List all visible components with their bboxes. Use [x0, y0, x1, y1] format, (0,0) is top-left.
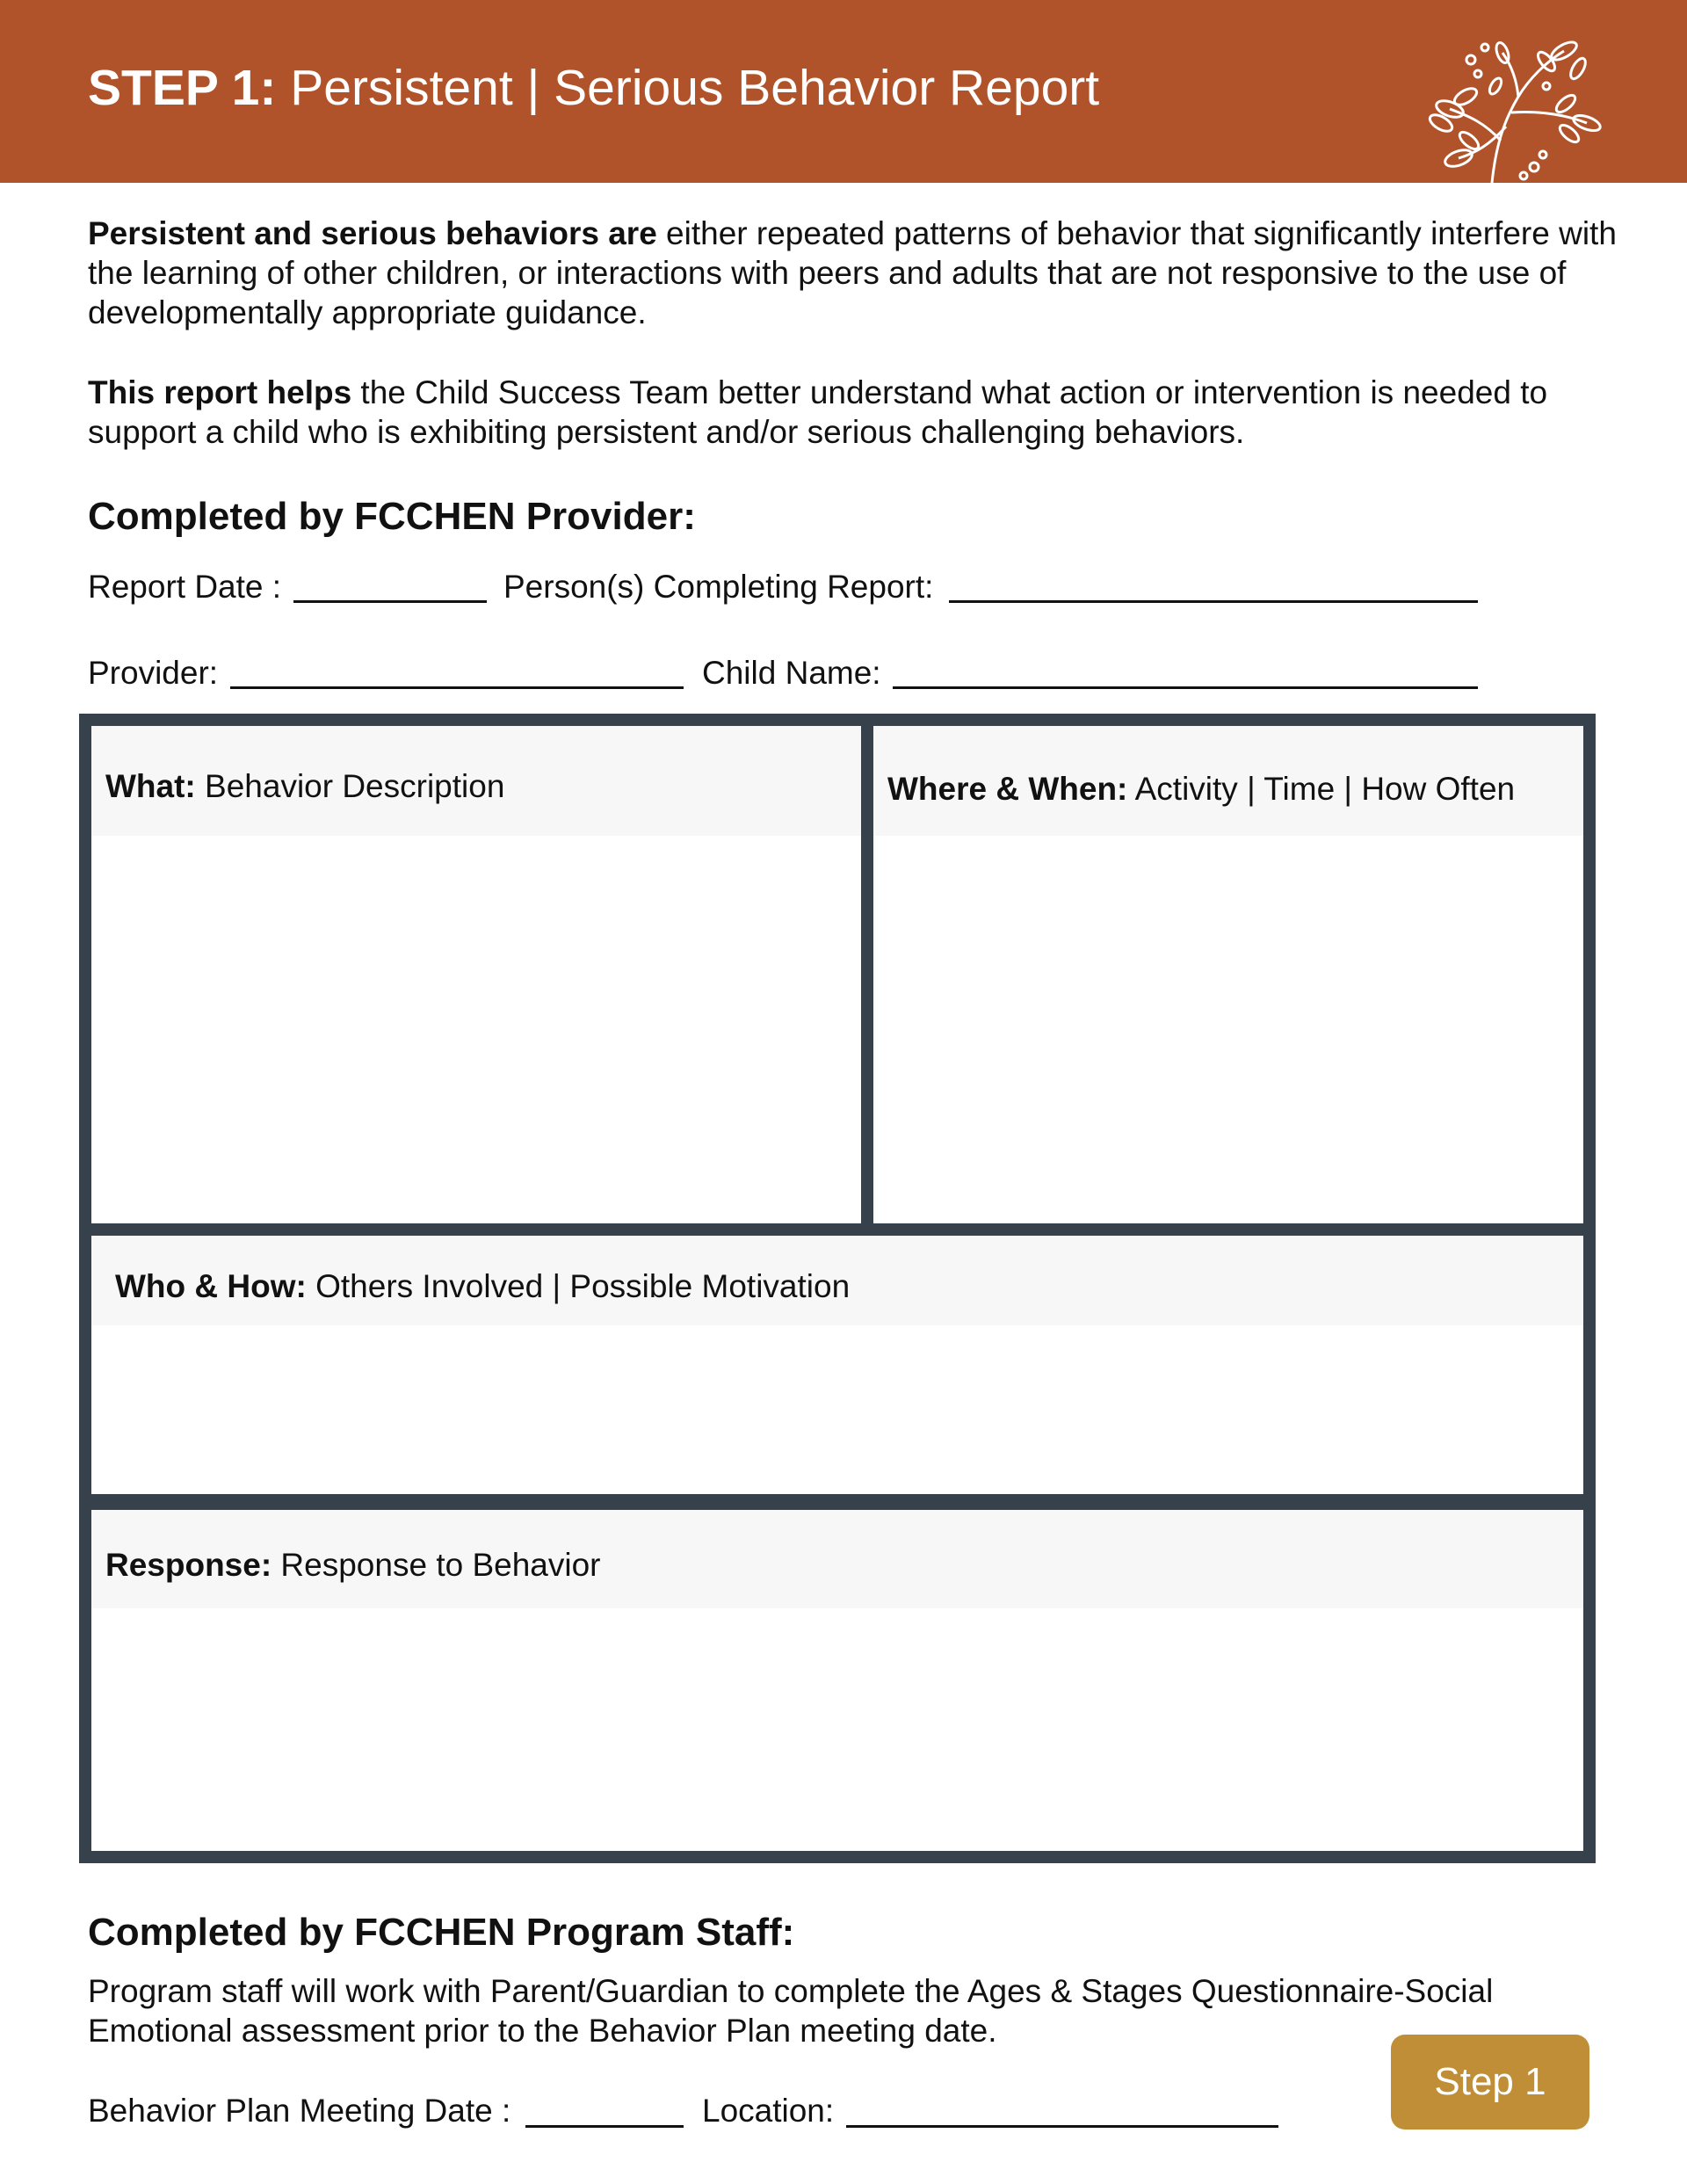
- intro-paragraph-definition: [88, 214, 1617, 332]
- intro-definition-text: either repeated patterns of behavior that significantly interfere with the learning of other children, or interactions with peers and adults that are not responsive to the use of developmentally appropriate guidance.: [88, 215, 1617, 330]
- report-date-field[interactable]: [293, 600, 487, 603]
- who-how-panel[interactable]: [91, 1236, 1583, 1494]
- who-how-panel-title: [115, 1270, 850, 1302]
- what-panel-title-bold: What:: [105, 768, 196, 804]
- child-name-label: Child Name:: [702, 655, 881, 691]
- floral-branch-icon: [1415, 35, 1608, 183]
- staff-section-heading: Completed by FCCHEN Program Staff:: [88, 1911, 795, 1954]
- where-when-panel-title: [887, 773, 1515, 805]
- intro-paragraph-purpose: [88, 373, 1617, 452]
- who-how-panel-title-text: Others Involved | Possible Motivation: [306, 1268, 851, 1304]
- staff-section-description: Program staff will work with Parent/Guardian to complete the Ages & Stages Questionnaire-Social Emotional assessment prior to the Behavior Plan meeting date.: [88, 1973, 1494, 2049]
- step-badge: Step 1: [1391, 2035, 1589, 2130]
- location-field[interactable]: [846, 2125, 1278, 2128]
- behavior-report-grid: [79, 714, 1596, 1863]
- response-panel-title-bold: Response:: [105, 1547, 272, 1583]
- child-name-field[interactable]: [893, 686, 1478, 689]
- meeting-date-label: Behavior Plan Meeting Date :: [88, 2093, 511, 2129]
- page-title-text: Persistent | Serious Behavior Report: [290, 60, 1100, 116]
- page-title-step: STEP 1:: [88, 60, 277, 116]
- persons-completing-field[interactable]: [949, 600, 1478, 603]
- location-label: Location:: [702, 2093, 835, 2129]
- persons-completing-label: Person(s) Completing Report:: [503, 569, 934, 605]
- intro-purpose-bold: This report helps: [88, 374, 352, 410]
- response-panel-title: [105, 1549, 601, 1581]
- report-date-label: Report Date :: [88, 569, 282, 605]
- where-when-panel[interactable]: [873, 726, 1583, 1223]
- what-panel-title-text: Behavior Description: [195, 768, 505, 804]
- header-banner: [0, 0, 1687, 183]
- page-title: [88, 60, 1100, 116]
- provider-field[interactable]: [230, 686, 684, 689]
- who-how-panel-title-bold: Who & How:: [115, 1268, 307, 1304]
- response-panel-title-text: Response to Behavior: [272, 1547, 601, 1583]
- intro-definition-bold: Persistent and serious behaviors are: [88, 215, 657, 251]
- response-panel[interactable]: [91, 1510, 1583, 1851]
- provider-label: Provider:: [88, 655, 219, 691]
- provider-section-heading: Completed by FCCHEN Provider:: [88, 495, 696, 538]
- meeting-date-field[interactable]: [525, 2125, 684, 2128]
- intro-purpose-text: the Child Success Team better understand what action or intervention is needed to support a child who is exhibiting persistent and/or serious challenging behaviors.: [88, 374, 1548, 450]
- where-when-panel-title-bold: Where & When:: [887, 771, 1128, 807]
- what-panel-title: [105, 770, 504, 802]
- what-panel[interactable]: [91, 726, 861, 1223]
- where-when-panel-title-text: Activity | Time | How Often: [1127, 771, 1516, 807]
